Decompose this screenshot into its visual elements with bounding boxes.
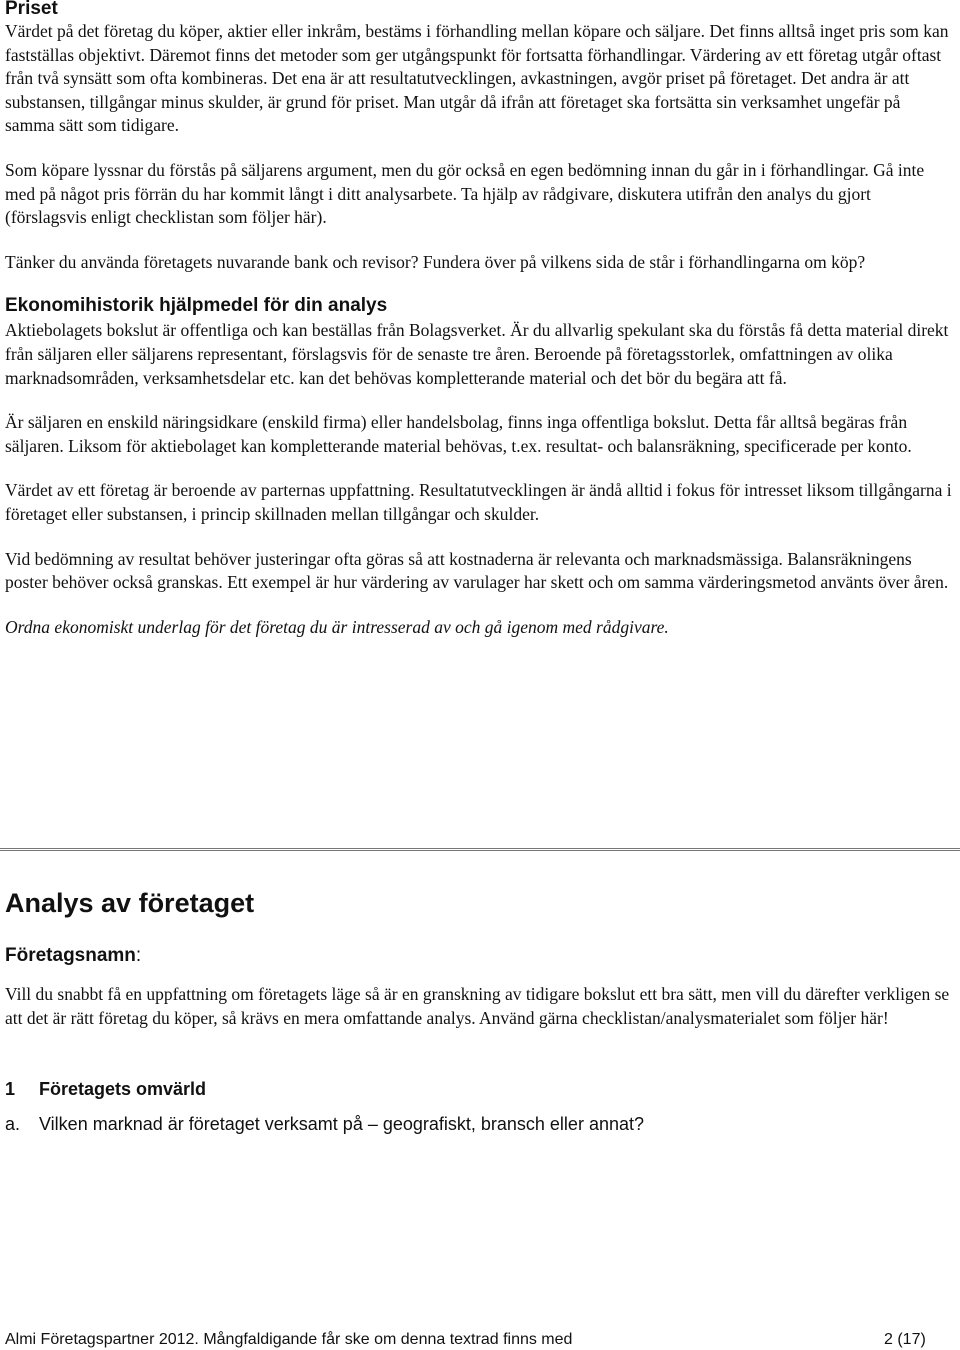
paragraph-ekonomi-1: Aktiebolagets bokslut är offentliga och kan beställas från Bolagsverket. Är du allvarlig spekulant ska du förstås få detta material direkt från säljaren eller säljarens representant, förslagsvis för de senaste tre åren. Beroende på företagsstorlek, omfattningen av olika marknadsområden, verksamhetsdelar etc. kan det behövas kompletterande material och det bör du begära att få. <box>5 320 949 388</box>
section-heading-omvarld <box>5 1077 206 1101</box>
page-content <box>5 0 953 639</box>
section-number: 1 <box>5 1079 16 1099</box>
question-item-a <box>5 1112 644 1136</box>
company-name-colon: : <box>135 945 142 966</box>
paragraph-ekonomi-4: Vid bedömning av resultat behöver justeringar ofta göras så att kostnaderna är relevanta och marknadsmässiga. Balansräkningens poster behöver också granskas. Ett exempel är hur värdering av varulager har skett och om samma värderingsmetod använts över åren. <box>5 548 949 593</box>
paragraph-priset-3: Tänker du använda företagets nuvarande bank och revisor? Fundera över på vilkens sida de står i förhandlingarna om köp? <box>5 251 866 272</box>
page-title-analys: Analys av företaget <box>5 888 255 918</box>
italic-note: Ordna ekonomiskt underlag för det företag du är intresserad av och gå igenom med rådgivare. <box>5 616 669 637</box>
section-title: Företagets omvärld <box>39 1079 207 1099</box>
paragraph-ekonomi-2: Är säljaren en enskild näringsidkare (enskild firma) eller handelsbolag, finns inga offentliga bokslut. Detta får alltså begäras från säljaren. Liksom för aktiebolaget kan kompletterande material behövas, t.ex. resultat- och balansräkning, specificerade per konto. <box>5 412 912 456</box>
section-heading-priset: Priset <box>5 0 58 19</box>
section-heading-ekonomihistorik: Ekonomihistorik hjälpmedel för din analys <box>5 295 388 317</box>
company-name-label-text: Företagsnamn <box>5 945 136 966</box>
footer-copyright: Almi Företagspartner 2012. Mångfaldigande får ske om denna textrad finns med <box>5 1331 573 1348</box>
footer-page-number: 2 (17) <box>884 1331 926 1348</box>
section-divider <box>0 848 960 851</box>
paragraph-analys-intro: Vill du snabbt få en uppfattning om företagets läge så är en granskning av tidigare bokslut ett bra sätt, men vill du därefter verkligen se att det är rätt företag du köper, så krävs en mera omfattande analys. Använd gärna checklistan/analysmaterialet som följer här! <box>5 984 950 1028</box>
paragraph-priset-1: Värdet på det företag du köper, aktier eller inkråm, bestäms i förhandling mellan köpare och säljare. Det finns alltså inget pris som kan fastställas objektivt. Däremot finns det metoder som ger utgångspunkt för fortsatta förhandlingar. Värdering av ett företag utgår oftast från två synsätt som ofta kombineras. Det ena är att resultatutvecklingen, avkastningen, avgör priset på företaget. Det andra är att substansen, tillgångar minus skulder, är grund för priset. Man utgår då ifrån att företaget ska fortsätta sin verksamhet ungefär på samma sätt som tidigare. <box>5 21 949 136</box>
question-text: Vilken marknad är företaget verksamt på – geografiskt, bransch eller annat? <box>39 1114 644 1134</box>
paragraph-ekonomi-3: Värdet av ett företag är beroende av parternas uppfattning. Resultatutvecklingen är ändå alltid i fokus för intresset liksom tillgångarna i företaget eller substansen, i princip skillnaden mellan tillgångar och skulder. <box>5 480 952 524</box>
question-label: a. <box>5 1114 21 1134</box>
paragraph-priset-2: Som köpare lyssnar du förstås på säljarens argument, men du gör också en egen bedömning innan du går in i förhandlingar. Gå inte med på något pris förrän du har kommit långt i ditt analysarbete. Ta hjälp av rådgivare, diskutera utifrån den analys du gjort (förslagsvis enligt checklistan som följer här). <box>5 159 925 228</box>
company-name-label <box>5 944 141 968</box>
